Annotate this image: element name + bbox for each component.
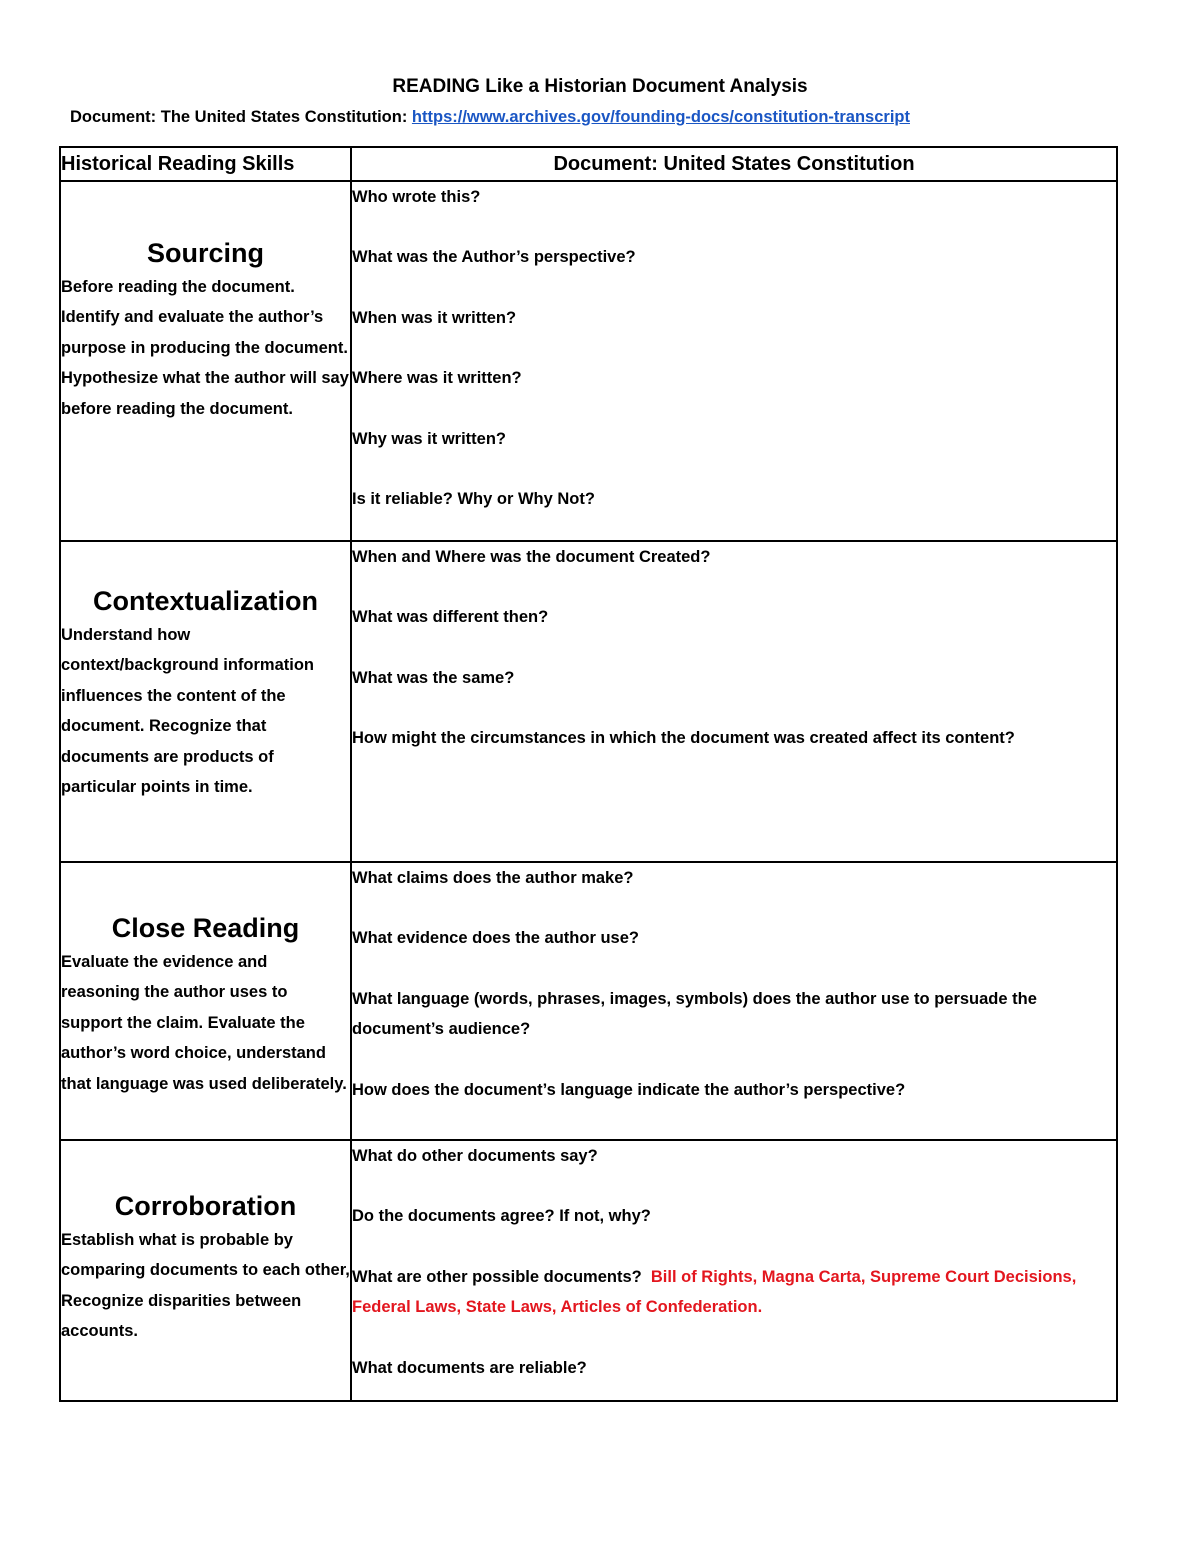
question-text: What was the same? (352, 668, 515, 687)
question-text: Do the documents agree? If not, why? (352, 1207, 651, 1226)
answer-text: Bill of Rights, Magna Carta, Supreme Court Decisions, Federal Laws, State Laws, Articles of Confederation. (352, 1267, 1077, 1317)
question-text: How does the document’s language indicate the author’s perspective? (352, 1080, 906, 1099)
table-row-close-reading (60, 862, 1117, 1140)
questions-cell-close-reading (351, 862, 1117, 1140)
question-text: What are other possible documents? (352, 1267, 642, 1286)
question-text: When and Where was the document Created? (352, 548, 711, 566)
document-column-header: Document: United States Constitution (351, 147, 1117, 181)
question-text: How might the circumstances in which the document was created affect its content? (352, 729, 1015, 748)
skill-name-close-reading: Close Reading (111, 913, 300, 943)
analysis-table (59, 146, 1118, 1402)
question-with-answer (352, 1262, 1116, 1323)
table-row-corroboration (60, 1140, 1117, 1401)
question-text: Where was it written? (352, 369, 522, 388)
question-text: What documents are reliable? (352, 1358, 587, 1377)
table-row-contextualization (60, 541, 1117, 862)
table-row-sourcing (60, 181, 1117, 541)
skill-description-close-reading: Evaluate the evidence and reasoning the author uses to support the claim. Evaluate the author’s word choice, understand that language was used deliberately. (61, 953, 347, 1093)
question-text: Is it reliable? Why or Why Not? (352, 490, 595, 509)
skill-name-sourcing: Sourcing (146, 238, 264, 268)
questions-cell-corroboration (351, 1140, 1117, 1401)
skills-column-header: Historical Reading Skills (60, 147, 351, 181)
skill-name-contextualization: Contextualization (92, 586, 318, 616)
question-text: Why was it written? (352, 429, 507, 448)
skill-cell-corroboration (60, 1140, 351, 1401)
question-text: What do other documents say? (352, 1147, 598, 1165)
question-text: Who wrote this? (352, 188, 481, 206)
question-text: What claims does the author make? (352, 869, 634, 887)
document-label: Document: The United States Constitution: (70, 108, 412, 126)
questions-cell-sourcing (351, 181, 1117, 541)
skill-cell-contextualization (60, 541, 351, 862)
table-header-row (60, 147, 1117, 181)
question-text: What was the Author’s perspective? (352, 248, 636, 267)
document-source-line (70, 105, 910, 129)
question-text: What evidence does the author use? (352, 929, 639, 948)
skill-name-corroboration: Corroboration (114, 1191, 297, 1221)
questions-cell-contextualization (351, 541, 1117, 862)
document-link[interactable]: https://www.archives.gov/founding-docs/constitution-transcript (411, 108, 910, 126)
question-text: When was it written? (352, 308, 517, 327)
page-title: READING Like a Historian Document Analysis (392, 76, 808, 97)
skill-description-contextualization: Understand how context/background information influences the content of the document. Recognize that documents are products of particular points in time. (61, 626, 315, 797)
skill-cell-sourcing (60, 181, 351, 541)
skill-description-sourcing: Before reading the document. Identify and evaluate the author’s purpose in producing the document. Hypothesize what the author will say before reading the document. (61, 278, 349, 418)
question-text: What language (words, phrases, images, symbols) does the author use to persuade the document’s audience? (352, 989, 1037, 1039)
question-text: What was different then? (352, 608, 549, 627)
skill-cell-close-reading (60, 862, 351, 1140)
skill-description-corroboration: Establish what is probable by comparing documents to each other, Recognize disparities between accounts. (61, 1231, 350, 1341)
